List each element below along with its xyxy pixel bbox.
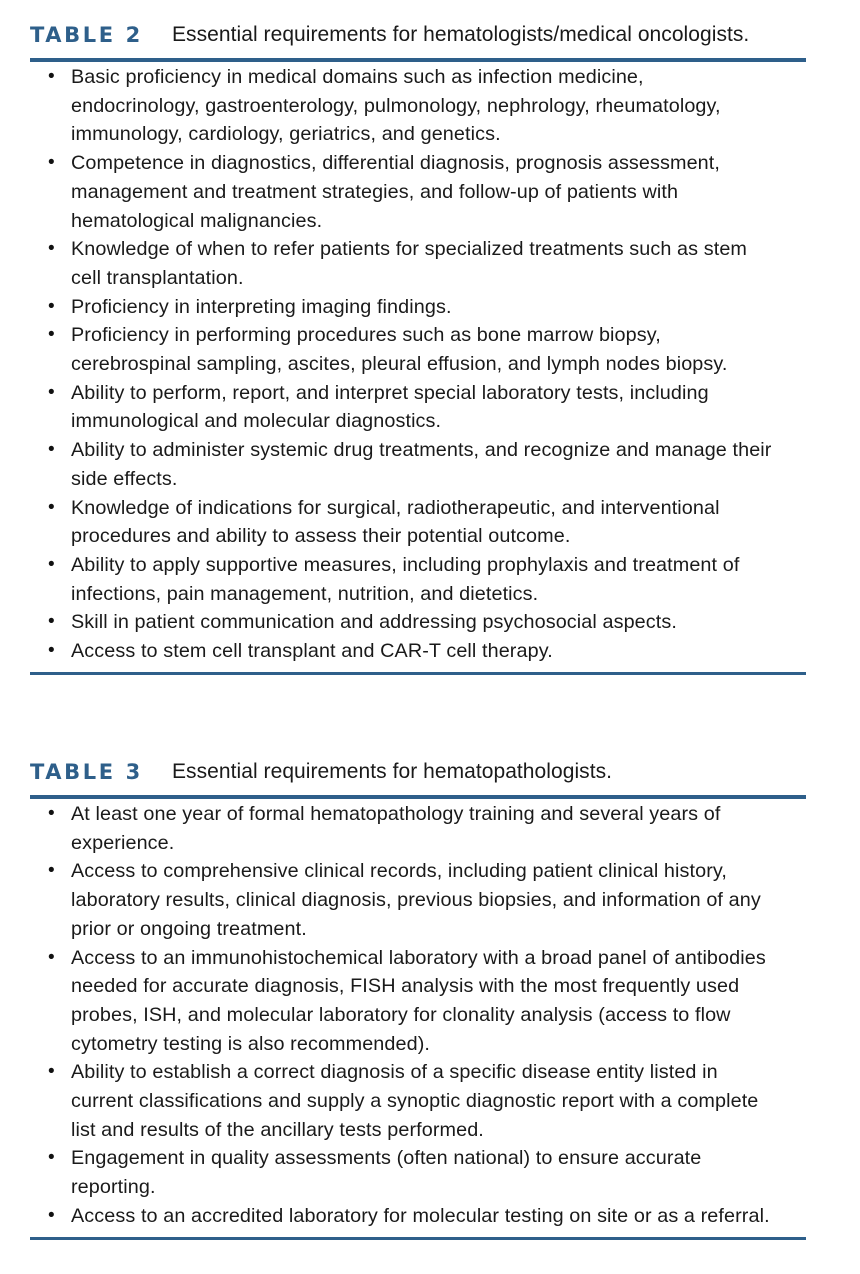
list-item-text-line: Basic proficiency in medical domains such as infection medicine, (71, 66, 644, 88)
table-label: TABLE 2 (30, 23, 143, 47)
list-item-text-line: laboratory results, clinical diagnosis, previous biopsies, and information of any (71, 889, 761, 912)
list-item (30, 293, 806, 322)
list-item (30, 551, 806, 608)
list-item-text-line: Proficiency in interpreting imaging findings. (71, 295, 452, 318)
bullet-icon: • (48, 1204, 55, 1226)
list-item (30, 1058, 806, 1144)
bullet-icon: • (48, 66, 55, 87)
list-item-text-line: list and results of the ancillary tests performed. (71, 1118, 484, 1141)
list-item (30, 63, 806, 149)
bullet-icon: • (48, 1061, 55, 1083)
list-item (30, 944, 806, 1059)
bullet-icon: • (48, 496, 55, 518)
bullet-icon: • (48, 152, 55, 174)
list-item-text-line: Skill in patient communication and addressing psychosocial aspects. (71, 611, 677, 634)
list-item-text-line: hematological malignancies. (71, 209, 323, 232)
table-3 (30, 751, 806, 1240)
list-item (30, 800, 806, 857)
list-item-text-line: Ability to establish a correct diagnosis of a specific disease entity listed in (71, 1061, 718, 1084)
list-item-text-line: Access to comprehensive clinical records, including patient clinical history, (71, 860, 728, 883)
table-caption (30, 14, 806, 56)
list-item (30, 637, 806, 666)
table-bottom-rule (30, 1237, 806, 1240)
list-item-text-line: Engagement in quality assessments (often national) to ensure accurate (71, 1147, 702, 1170)
list-item (30, 436, 806, 493)
table-label: TABLE 3 (30, 760, 143, 784)
list-item-text-line: At least one year of formal hematopathology training and several years of (71, 803, 721, 825)
bullet-icon: • (48, 324, 55, 346)
bullet-icon: • (48, 439, 55, 461)
list-item-text-line: experience. (71, 831, 175, 854)
list-item (30, 608, 806, 637)
list-item (30, 321, 806, 378)
list-item-text-line: procedures and ability to assess their potential outcome. (71, 525, 571, 548)
list-item-text-line: probes, ISH, and molecular laboratory for clonality analysis (access to flow (71, 1003, 731, 1026)
list-item-text-line: cerebrospinal sampling, ascites, pleural effusion, and lymph nodes biopsy. (71, 353, 728, 376)
list-item-text-line: Ability to administer systemic drug treatments, and recognize and manage their (71, 439, 772, 462)
list-item-text-line: side effects. (71, 467, 178, 490)
list-item-text-line: Ability to perform, report, and interpret special laboratory tests, including (71, 381, 709, 404)
list-item-text-line: Access to stem cell transplant and CAR-T cell therapy. (71, 640, 553, 663)
table-bottom-rule (30, 672, 806, 675)
table-2 (30, 14, 806, 675)
list-item-text-line: prior or ongoing treatment. (71, 917, 307, 940)
bullet-icon: • (48, 803, 55, 824)
requirements-list (30, 62, 806, 672)
list-item-text-line: Knowledge of when to refer patients for specialized treatments such as stem (71, 238, 748, 261)
bullet-icon: • (48, 381, 55, 403)
list-item-text-line: needed for accurate diagnosis, FISH analysis with the most frequently used (71, 975, 740, 998)
list-item (30, 1144, 806, 1201)
list-item (30, 149, 806, 235)
list-item (30, 235, 806, 292)
bullet-icon: • (48, 611, 55, 633)
list-item-text-line: infections, pain management, nutrition, and dietetics. (71, 582, 539, 605)
list-item-text-line: Ability to apply supportive measures, including prophylaxis and treatment of (71, 553, 740, 576)
list-item-text-line: cell transplantation. (71, 266, 244, 289)
list-item-text-line: cytometry testing is also recommended). (71, 1032, 430, 1055)
bullet-icon: • (48, 860, 55, 882)
bullet-icon: • (48, 1147, 55, 1169)
list-item-text-line: Access to an immunohistochemical laboratory with a broad panel of antibodies (71, 946, 766, 969)
list-item-text-line: Access to an accredited laboratory for molecular testing on site or as a referral. (71, 1204, 770, 1227)
bullet-icon: • (48, 238, 55, 260)
list-item-text-line: immunological and molecular diagnostics. (71, 410, 442, 433)
list-item (30, 857, 806, 943)
list-item (30, 379, 806, 436)
table-title: Essential requirements for hematopathologists. (172, 760, 613, 783)
list-item-text-line: Competence in diagnostics, differential diagnosis, prognosis assessment, (71, 152, 720, 175)
list-item-text-line: Knowledge of indications for surgical, radiotherapeutic, and interventional (71, 496, 720, 519)
list-item-text-line: immunology, cardiology, geriatrics, and genetics. (71, 123, 501, 146)
list-item (30, 1202, 806, 1231)
bullet-icon: • (48, 553, 55, 575)
table-title: Essential requirements for hematologists/medical oncologists. (172, 23, 750, 46)
list-item (30, 494, 806, 551)
table-caption (30, 751, 806, 793)
list-item-text-line: endocrinology, gastroenterology, pulmonology, nephrology, rheumatology, (71, 94, 721, 117)
list-item-text-line: reporting. (71, 1176, 156, 1199)
list-item-text-line: current classifications and supply a synoptic diagnostic report with a complete (71, 1090, 759, 1113)
bullet-icon: • (48, 640, 55, 662)
list-item-text-line: Proficiency in performing procedures such as bone marrow biopsy, (71, 324, 661, 347)
bullet-icon: • (48, 946, 55, 968)
requirements-list (30, 799, 806, 1237)
bullet-icon: • (48, 295, 55, 317)
list-item-text-line: management and treatment strategies, and follow-up of patients with (71, 180, 679, 203)
